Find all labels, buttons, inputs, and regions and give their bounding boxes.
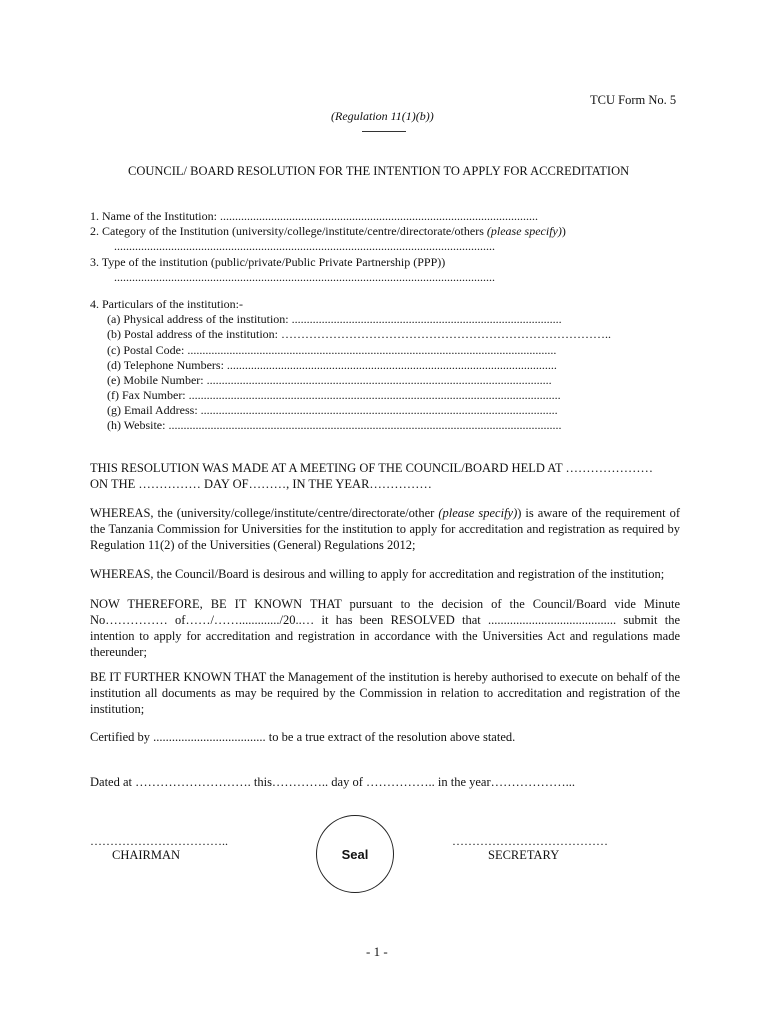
secretary-signature-line: ………………………………… [452,834,608,848]
chairman-label: CHAIRMAN [112,848,181,862]
item-category-fill: ............................................................................................................................... [114,239,495,253]
item-particulars: 4. Particulars of the institution:- [90,297,243,311]
particular-postal-address: (b) Postal address of the institution: ……………………………………………………………………….. [107,327,611,341]
resolution-line-2: ON THE …………… DAY OF………, IN THE YEAR…………… [90,477,432,491]
particular-mobile: (e) Mobile Number: ................................................................................................................... [107,373,552,387]
whereas-paragraph-2: WHEREAS, the Council/Board is desirous and willing to apply for accreditation and registration of the institution; [90,567,665,581]
divider [362,131,406,132]
particular-website: (h) Website: ................................................................................................................................... [107,418,562,432]
item-category: 2. Category of the Institution (university/college/institute/centre/directorate/others (please specify)) [90,224,566,238]
document-title: COUNCIL/ BOARD RESOLUTION FOR THE INTENTION TO APPLY FOR ACCREDITATION [128,164,630,178]
seal-label: Seal [341,846,369,862]
form-number: TCU Form No. 5 [590,93,677,107]
whereas-paragraph-1: WHEREAS, the (university/college/institute/centre/directorate/other (please specify)) is aware of the requirement of the Tanzania Commission for Universities for the institution to apply for accreditation and registration as required by Regulation 11(2) of the Universities (General) Regulations 2012; [90,506,680,552]
particular-postal-code: (c) Postal Code: ........................................................................................................................... [107,343,557,357]
particular-email: (g) Email Address: ....................................................................................................................... [107,403,558,417]
particular-telephone: (d) Telephone Numbers: .............................................................................................................. [107,358,557,372]
chairman-signature-line: …………………………….. [90,834,228,848]
regulation-reference: (Regulation 11(1)(b)) [331,109,434,123]
certified-line: Certified by .................................... to be a true extract of the resolution above stated. [90,730,516,744]
secretary-label: SECRETARY [488,848,560,862]
particular-fax: (f) Fax Number: ............................................................................................................................ [107,388,561,402]
item-type-fill: ............................................................................................................................... [114,270,495,284]
be-it-further-paragraph: BE IT FURTHER KNOWN THAT the Management of the institution is hereby authorised to execute on behalf of the institution all documents as may be required by the Commission in relation to accreditation and registration of the institution; [90,670,680,716]
seal-stamp [316,815,394,893]
resolution-line-1: THIS RESOLUTION WAS MADE AT A MEETING OF THE COUNCIL/BOARD HELD AT ………………… [90,461,653,475]
page-number: - 1 - [366,944,388,959]
particular-physical-address: (a) Physical address of the institution: .......................................................................................... [107,312,562,326]
dated-line: Dated at ………………………. this………….. day of …………….. in the year………………... [90,775,576,789]
now-therefore-paragraph: NOW THEREFORE, BE IT KNOWN THAT pursuant to the decision of the Council/Board vide Minute No…………… of……/……............./20..… it has been RESOLVED that ......................................... submit the intention to apply for accreditation and registration in accordance with the Universities Act and regulations made thereunder; [90,597,680,659]
item-name-of-institution: 1. Name of the Institution: .......................................................................................................... [90,209,538,223]
item-type: 3. Type of the institution (public/private/Public Private Partnership (PPP)) [90,255,446,269]
